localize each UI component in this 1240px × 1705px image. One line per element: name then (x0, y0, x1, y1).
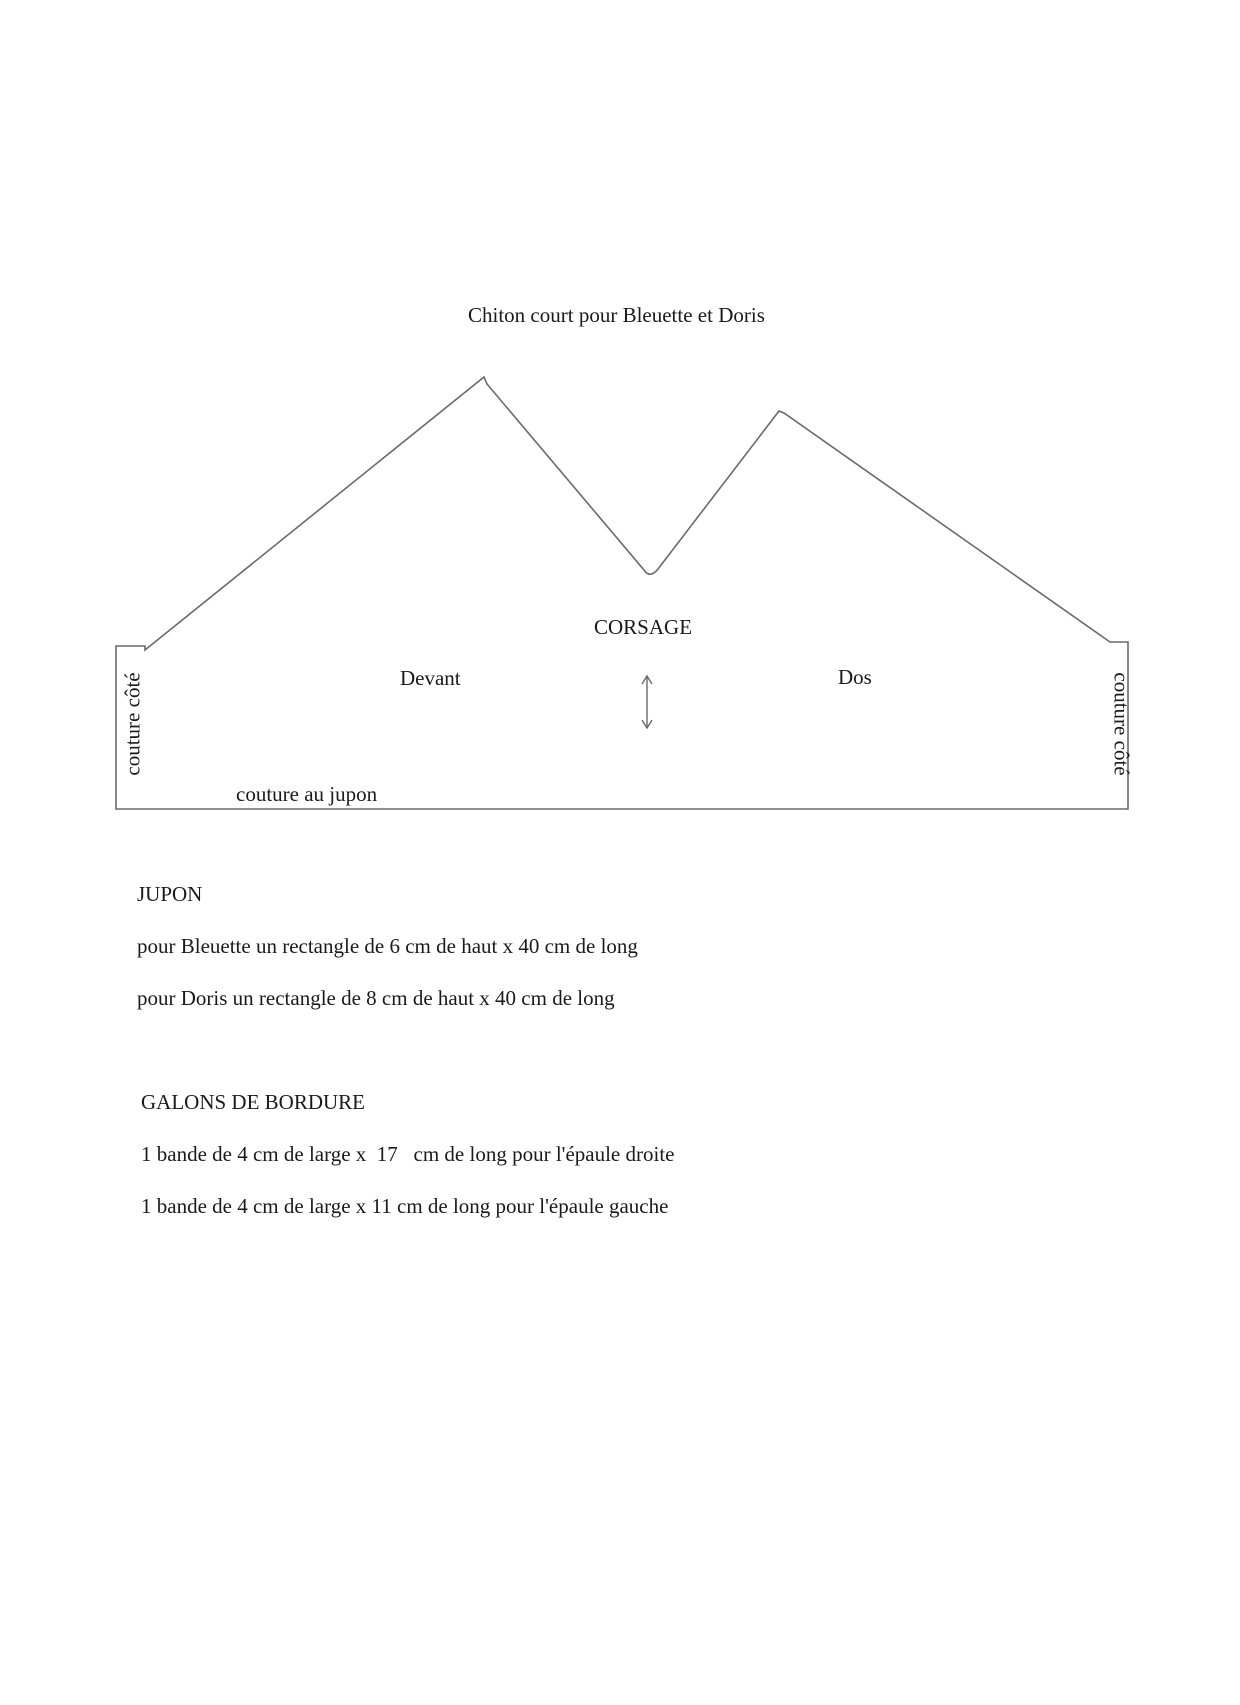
jupon-heading: JUPON (137, 882, 203, 906)
side-seam-left-label: couture côté (120, 672, 145, 776)
galons-line-left: 1 bande de 4 cm de large x 11 cm de long pour l'épaule gauche (141, 1194, 669, 1218)
corsage-outline (116, 377, 1128, 809)
galons-heading: GALONS DE BORDURE (141, 1090, 366, 1114)
page-title: Chiton court pour Bleuette et Doris (468, 303, 765, 327)
galons-line-right: 1 bande de 4 cm de large x 17 cm de long pour l'épaule droite (141, 1142, 675, 1166)
skirt-seam-label: couture au jupon (236, 782, 378, 806)
grainline-arrow-icon (642, 676, 652, 728)
side-seam-right-label: couture côté (1109, 672, 1134, 776)
dos-label: Dos (838, 665, 872, 689)
jupon-line-bleuette: pour Bleuette un rectangle de 6 cm de haut x 40 cm de long (137, 934, 638, 958)
jupon-line-doris: pour Doris un rectangle de 8 cm de haut x 40 cm de long (137, 986, 615, 1010)
corsage-label: CORSAGE (594, 615, 693, 639)
devant-label: Devant (400, 666, 461, 690)
